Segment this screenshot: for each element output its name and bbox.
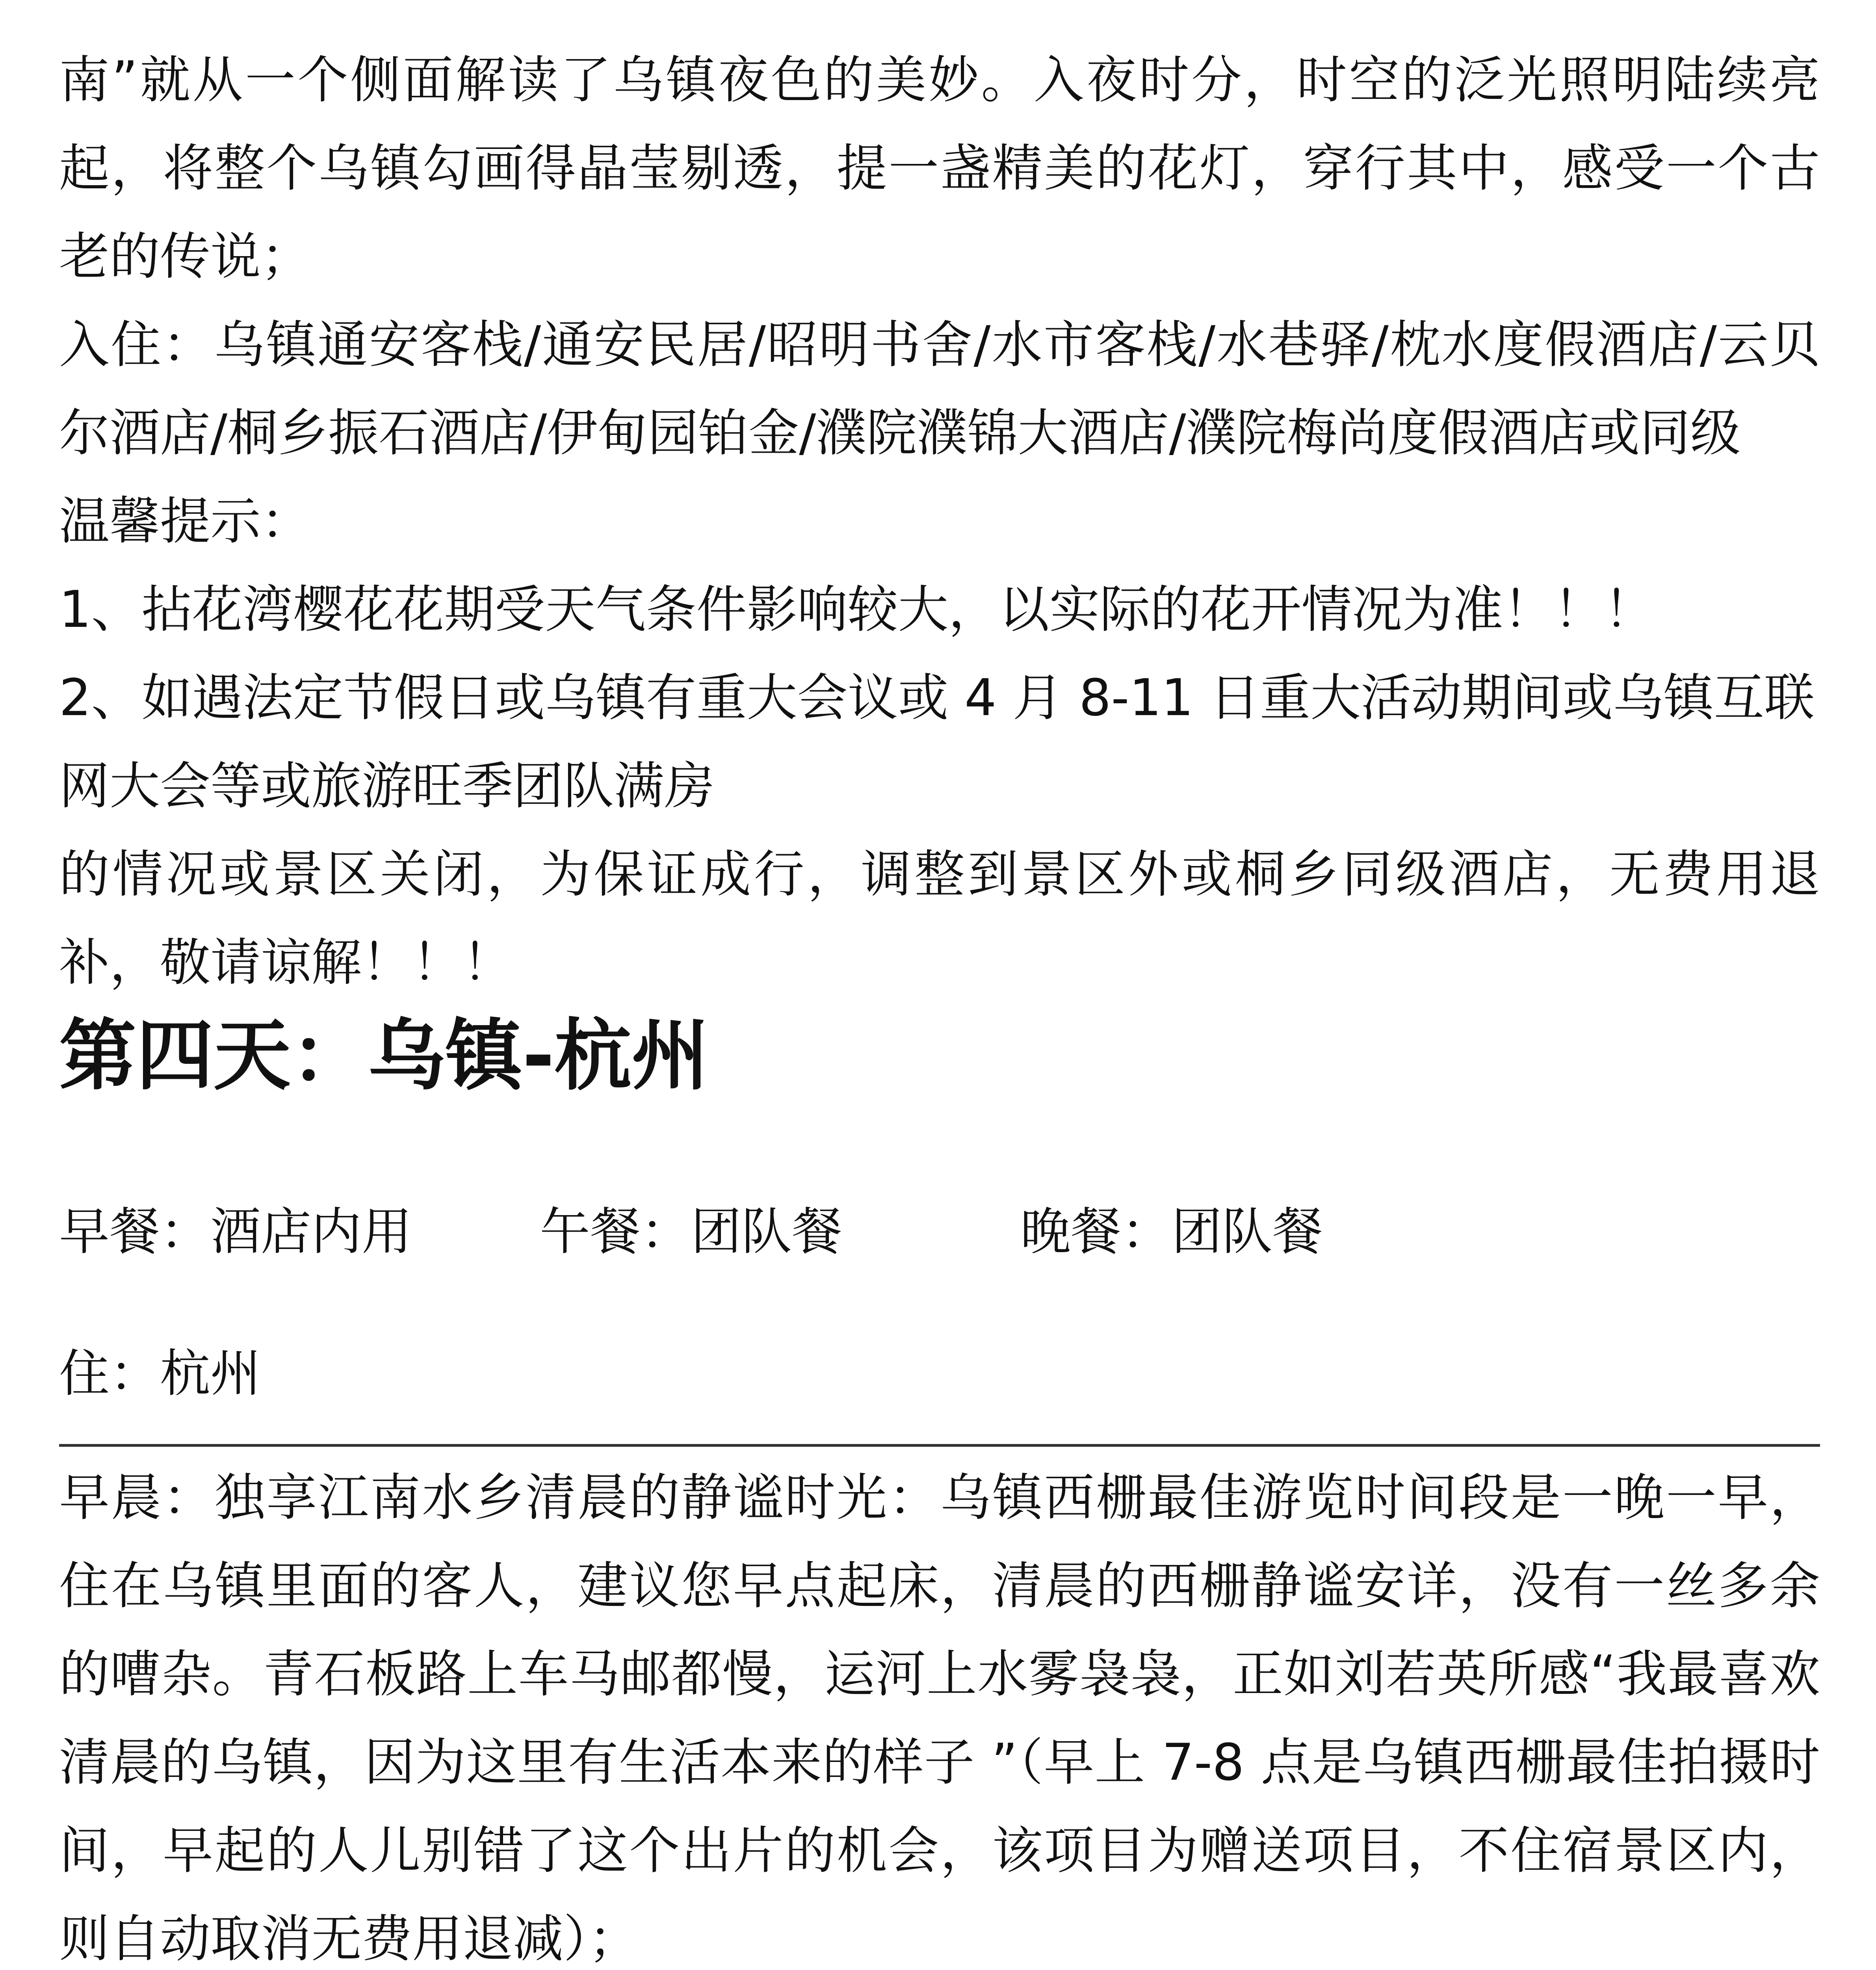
stay-city: 住：杭州 [59,1344,261,1403]
intro-tips-label: 温馨提示： [59,492,312,551]
intro-tip-2: 2、如遇法定节假日或乌镇有重大会议或 4 月 8-11 日重大活动期间或乌镇互联网大会等或旅游旺季团队满房 [59,669,1815,816]
day-heading: 第四天：乌镇-杭州 [59,1011,709,1101]
meal-lunch: 午餐：团队餐 [540,1202,843,1261]
morning-paragraph: 早晨：独享江南水乡清晨的静谧时光：乌镇西栅最佳游览时间段是一晚一早，住在乌镇里面的客人，建议您早点起床，清晨的西栅静谧安详，没有一丝多余的嘈杂。青石板路上车马邮都慢，运河上水雾袅袅，正如刘若英所感“我最喜欢清晨的乌镇，因为这里有生活本来的样子 ”（早上 7-8 点是乌镇西栅最佳拍摄时间，早起的人儿别错了这个出片的机会，该项目为赠送项目，不住宿景区内，则自动取消无费用退减）； [59,1468,1820,1968]
section-divider [59,1444,1820,1447]
intro-tip-1: 1、拈花湾樱花花期受天气条件影响较大，以实际的花开情况为准！！！ [59,580,1655,639]
meal-dinner: 晚餐：团队餐 [1020,1202,1323,1261]
intro-section [59,36,1820,1007]
intro-paragraph-hotels: 入住：乌镇通安客栈/通安民居/昭明书舍/水市客栈/水巷驿/枕水度假酒店/云贝尔酒店/桐乡振石酒店/伊甸园铂金/濮院濮锦大酒店/濮院梅尚度假酒店或同级 [59,316,1820,463]
intro-tip-2-cont: 的情况或景区关闭，为保证成行，调整到景区外或桐乡同级酒店，无费用退补，敬请谅解！！！ [59,845,1820,992]
detail-section [59,1454,1820,1970]
intro-paragraph-night: 南”就从一个侧面解读了乌镇夜色的美妙。入夜时分，时空的泛光照明陆续亮起，将整个乌镇勾画得晶莹剔透，提一盏精美的花灯，穿行其中，感受一个古老的传说； [59,51,1820,286]
meal-breakfast: 早餐：酒店内用 [59,1202,412,1261]
